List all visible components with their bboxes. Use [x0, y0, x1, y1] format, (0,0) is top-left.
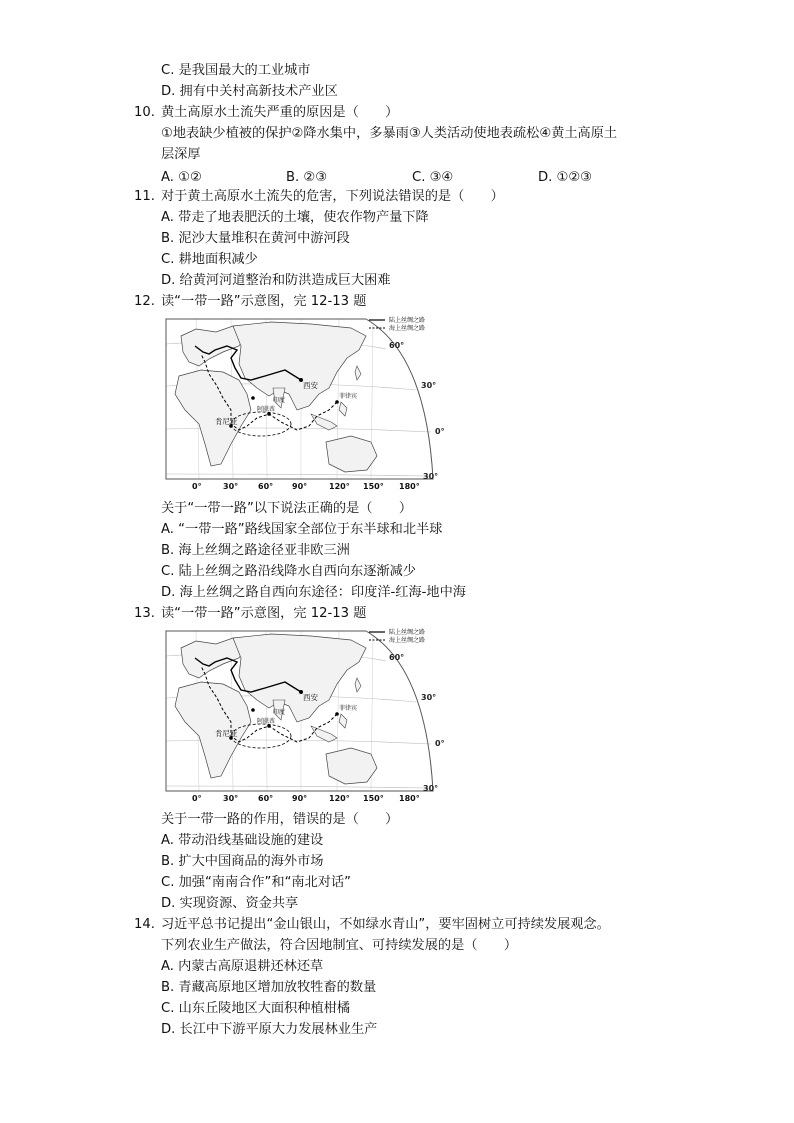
- map2-lon-label-180: 180°: [399, 794, 420, 803]
- q12-option-a: A. “一带一路”路线国家全部位于东半球和北半球: [161, 522, 443, 537]
- map2-lon-label-90: 90°: [292, 794, 308, 803]
- map2-lon-label-60: 60°: [258, 794, 274, 803]
- lat-label-30s: 30°: [423, 472, 439, 481]
- q9-option-c: C. 是我国最大的工业城市: [161, 63, 311, 78]
- q11-option-b: B. 泥沙大量堆积在黄河中游河段: [161, 231, 350, 246]
- lon-label-90: 90°: [292, 482, 308, 491]
- lon-label-120: 120°: [329, 482, 350, 491]
- q12-option-b: B. 海上丝绸之路途径亚非欧三洲: [161, 543, 350, 558]
- q11-option-a: A. 带走了地表肥沃的土壤，使农作物产量下降: [161, 210, 429, 225]
- q10-option-a: A. ①②: [161, 170, 202, 185]
- q14-stem-line2: 下列农业生产做法，符合因地制宜、可持续发展的是（ ）: [161, 938, 518, 953]
- q10-option-d: D. ①②③: [538, 170, 593, 185]
- belt-road-map-2: [161, 626, 445, 803]
- map2-lon-label-0: 0°: [192, 794, 202, 803]
- q12-number: 12.: [134, 294, 155, 309]
- lat-label-60n: 60°: [389, 341, 405, 350]
- map2-lon-labels-row: [161, 794, 443, 806]
- q13-option-d: D. 实现资源、资金共享: [161, 896, 299, 911]
- map-label-india: 印度: [273, 397, 286, 404]
- q10-stem: 黄土高原水土流失严重的原因是（ ）: [161, 105, 399, 120]
- belt-road-map-1: [161, 314, 445, 491]
- legend-land-route: 陆上丝绸之路: [389, 317, 426, 324]
- map2-lon-label-30: 30°: [223, 794, 239, 803]
- q11-stem: 对于黄土高原水土流失的危害，下列说法错误的是（ ）: [161, 189, 504, 204]
- belt-road-map-svg: [161, 314, 443, 482]
- lon-labels-row: [161, 482, 443, 494]
- q13-number: 13.: [134, 606, 155, 621]
- lon-label-150: 150°: [363, 482, 384, 491]
- belt-road-map-svg-2: [161, 626, 443, 794]
- map2-label-india: 印度: [273, 709, 286, 716]
- q11-number: 11.: [134, 189, 155, 204]
- map2-lat-label-60n: 60°: [389, 653, 405, 662]
- legend-sea-route: 海上丝绸之路: [389, 325, 426, 332]
- map2-legend-sea-route: 海上丝绸之路: [389, 637, 426, 644]
- map2-label-philippines: 菲律宾: [339, 705, 358, 712]
- q10-stem-line2: ①地表缺少植被的保护②降水集中，多暴雨③人类活动使地表疏松④黄土高原土: [161, 126, 618, 141]
- q14-option-b: B. 青藏高原地区增加放牧牲畜的数量: [161, 980, 377, 995]
- lon-label-0: 0°: [192, 482, 202, 491]
- map2-lat-label-0: 0°: [435, 739, 445, 748]
- map2-lat-label-30n: 30°: [421, 693, 437, 702]
- q10-stem-line3: 层深厚: [161, 147, 201, 162]
- map2-label-xian: 西安: [303, 693, 318, 702]
- q13-option-b: B. 扩大中国商品的海外市场: [161, 854, 324, 869]
- q13-question: 关于一带一路的作用，错误的是（ ）: [161, 812, 399, 827]
- q11-option-c: C. 耕地面积减少: [161, 252, 258, 267]
- q13-option-a: A. 带动沿线基础设施的建设: [161, 833, 324, 848]
- map-label-xian: 西安: [303, 381, 318, 390]
- lon-label-30: 30°: [223, 482, 239, 491]
- lon-label-60: 60°: [258, 482, 274, 491]
- q14-number: 14.: [134, 917, 155, 932]
- map-label-philippines: 菲律宾: [339, 393, 358, 400]
- q10-number: 10.: [134, 105, 155, 120]
- map2-legend-land-route: 陆上丝绸之路: [389, 629, 426, 636]
- q14-stem: 习近平总书记提出“金山银山，不如绿水青山”，要牢固树立可持续发展观念。: [161, 917, 610, 932]
- q12-option-d: D. 海上丝绸之路自西向东途径：印度洋-红海-地中海: [161, 585, 466, 600]
- map2-lon-label-120: 120°: [329, 794, 350, 803]
- q13-option-c: C. 加强“南南合作”和“南北对话”: [161, 875, 351, 890]
- map-label-uae: 阿联酋: [257, 406, 276, 413]
- map2-lon-label-150: 150°: [363, 794, 384, 803]
- q14-option-d: D. 长江中下游平原大力发展林业生产: [161, 1022, 378, 1037]
- q9-option-d: D. 拥有中关村高新技术产业区: [161, 84, 338, 99]
- q14-option-c: C. 山东丘陵地区大面积种植柑橘: [161, 1001, 351, 1016]
- q10-option-c: C. ③④: [412, 170, 454, 185]
- q13-stem: 读“一带一路”示意图，完 12-13 题: [161, 606, 367, 621]
- q11-option-d: D. 给黄河河道整治和防洪造成巨大困难: [161, 273, 391, 288]
- lat-label-30n: 30°: [421, 381, 437, 390]
- map2-lat-label-30s: 30°: [423, 784, 439, 793]
- q12-question: 关于“一带一路”以下说法正确的是（ ）: [161, 501, 413, 516]
- lon-label-180: 180°: [399, 482, 420, 491]
- map2-label-kenya: 肯尼亚: [215, 729, 238, 738]
- q12-option-c: C. 陆上丝绸之路沿线降水自西向东逐渐减少: [161, 564, 416, 579]
- map2-label-uae: 阿联酋: [257, 718, 276, 725]
- lat-label-0: 0°: [435, 427, 445, 436]
- map-label-kenya: 肯尼亚: [215, 417, 238, 426]
- q12-stem: 读“一带一路”示意图，完 12-13 题: [161, 294, 367, 309]
- q14-option-a: A. 内蒙古高原退耕还林还草: [161, 959, 324, 974]
- q10-option-b: B. ②③: [286, 170, 328, 185]
